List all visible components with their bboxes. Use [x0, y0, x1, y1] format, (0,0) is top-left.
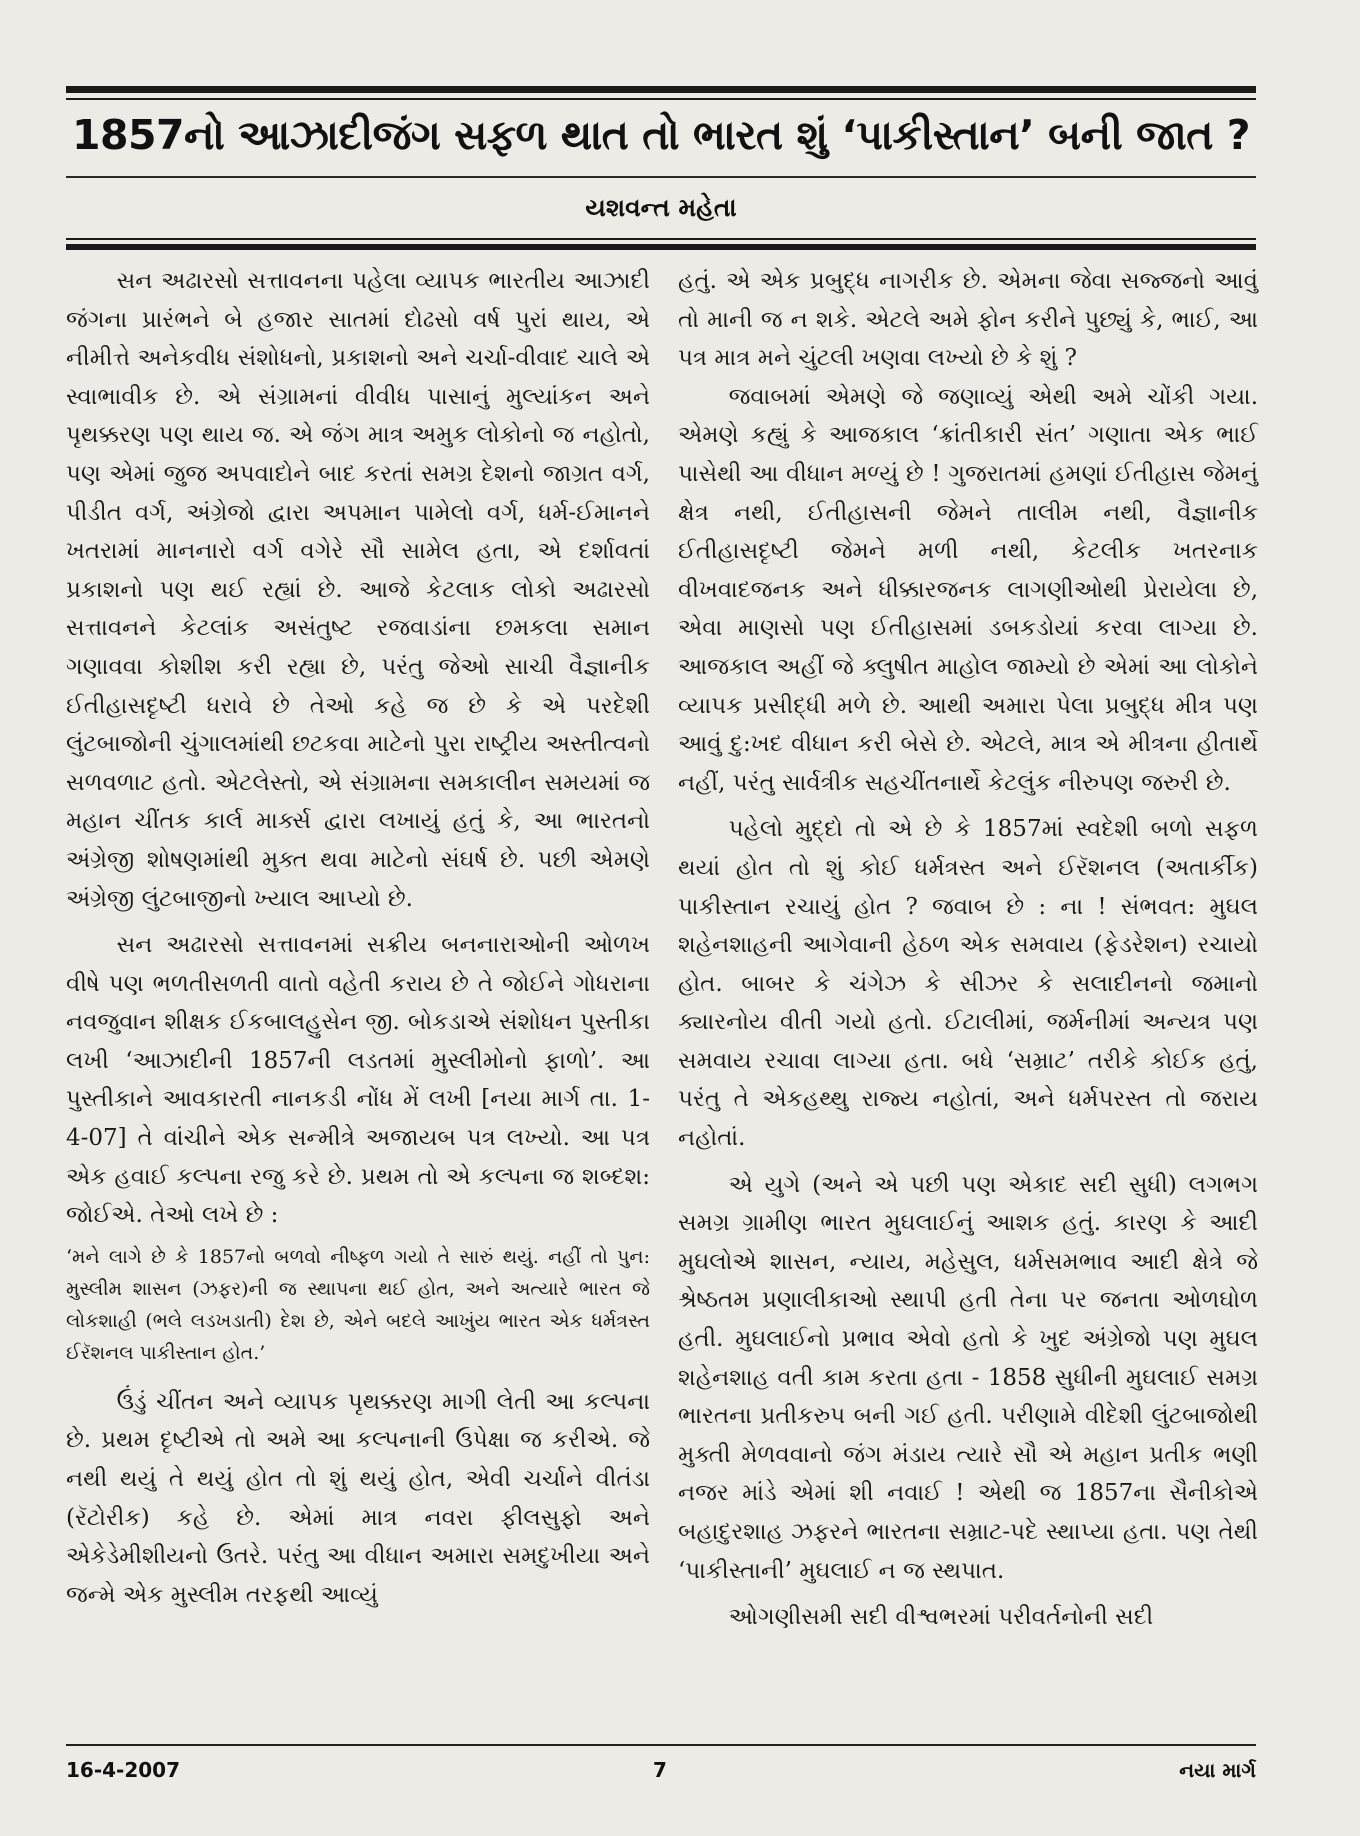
footer-rule [66, 1744, 1256, 1746]
top-rule-thick [66, 86, 1256, 93]
page-number: 7 [653, 1758, 667, 1782]
right-paragraph-2: પહેલો મુદ્દો તો એ છે કે 1857માં સ્વદેશી બળો સફળ થયાં હોત તો શું કોઈ ધર્મત્રસ્ત અને ઈરૅશનલ (અતાર્કીક) પાકીસ્તાન રચાયું હોત ? જવાબ છે : ના ! સંભવત: મુઘલ શહેનશાહની આગેવાની હેઠળ એક સમવાય (ફેડરેશન) રચાયો હોત. બાબર કે ચંગેઝ કે સીઝર કે સલાદીનનો જમાનો ક્યારનોય વીતી ગયો હતો. ઈટાલીમાં, જર્મનીમાં અન્યત્ર પણ સમવાય રચાવા લાગ્યા હતા. બધે ‘સમ્રાટ’ તરીકે કોઈક હતું, પરંતુ તે એકહથ્થુ રાજ્ય નહોતાં, અને ધર્મપરસ્ત તો જરાય નહોતાં. [678, 816, 1258, 1152]
publication-name: નયા માર્ગ [1179, 1758, 1256, 1782]
left-paragraph-1: સન અઢારસો સત્તાવનના પહેલા વ્યાપક ભારતીય આઝાદી જંગના પ્રારંભને બે હજાર સાતમાં દોઢસો વર્ષ પુરાં થાય, એ નીમીત્તે અનેકવીધ સંશોધનો, પ્રકાશનો અને ચર્ચા-વીવાદ ચાલે એ સ્વાભાવીક છે. એ સંગ્રામનાં વીવીધ પાસાનું મુલ્યાંકન અને પૃથક્કરણ પણ થાય જ. એ જંગ માત્ર અમુક લોકોનો જ નહોતો, પણ એમાં જુજ અપવાદોને બાદ કરતાં સમગ્ર દેશનો જાગ્રત વર્ગ, પીડીત વર્ગ, અંગ્રેજો દ્વારા અપમાન પામેલો વર્ગ, ધર્મ-ઈમાનને ખતરામાં માનનારો વર્ગ વગેરે સૌ સામેલ હતા, એ દર્શાવતાં પ્રકાશનો પણ થઈ રહ્યાં છે. આજે કેટલાક લોકો અઢારસો સત્તાવનને કેટલાંક અસંતુષ્ટ રજવાડાંના છમકલા સમાન ગણાવવા કોશીશ કરી રહ્યા છે, પરંતુ જેઓ સાચી વૈજ્ઞાનીક ઈતીહાસદૃષ્ટી ધરાવે છે તેઓ કહે જ છે કે એ પરદેશી લુંટબાજોની ચુંગાલમાંથી છટકવા માટેનો પુરા રાષ્ટ્રીય અસ્તીત્વનો સળવળાટ હતો. એટલેસ્તો, એ સંગ્રામના સમકાલીન સમયમાં જ મહાન ચીંતક કાર્લ માર્ક્સ દ્વારા લખાયું હતું કે, આ ભારતનો અંગ્રેજી શોષણમાંથી મુક્ત થવા માટેનો સંઘર્ષ છે. પછી એમણે અંગ્રેજી લુંટબાજીનો ખ્યાલ આપ્યો છે. [66, 268, 650, 912]
byline-rule-thin [66, 238, 1256, 240]
left-column [66, 262, 650, 1614]
author-byline: યશવન્ત મહેતા [585, 193, 737, 222]
quoted-letter: ‘મને લાગે છે કે 1857નો બળવો નીષ્ફળ ગયો તે સારું થયું. નહીં તો પુન: મુસ્લીમ શાસન (ઝફર)ની જ સ્થાપના થઈ હોત, અને અત્યારે ભારત જે લોકશાહી (ભલે લડખડાતી) દેશ છે, એને બદલે આખુંય ભારત એક ધર્મત્રસ્ત ઈરૅશનલ પાકીસ્તાન હોત.’ [66, 1245, 650, 1364]
headline-rule [66, 176, 1256, 178]
right-column [678, 262, 1258, 1637]
right-paragraph-3: એ યુગે (અને એ પછી પણ એકાદ સદી સુધી) લગભગ સમગ્ર ગ્રામીણ ભારત મુઘલાઈનું આશક હતું. કારણ કે આદી મુઘલોએ શાસન, ન્યાય, મહેસુલ, ધર્મસમભાવ આદી ક્ષેત્રે જે શ્રેષ્ઠતમ પ્રણાલીકાઓ સ્થાપી હતી તેના પર જનતા ઓળઘોળ હતી. મુઘલાઈનો પ્રભાવ એવો હતો કે ખુદ અંગ્રેજો પણ મુઘલ શહેનશાહ વતી કામ કરતા હતા - 1858 સુધીની મુઘલાઈ સમગ્ર ભારતના પ્રતીકરુપ બની ગઈ હતી. પરીણામે વીદેશી લુંટબાજોથી મુક્તી મેળવવાનો જંગ મંડાય ત્યારે સૌ એ મહાન પ્રતીક ભણી નજર માંડે એમાં શી નવાઈ ! એથી જ 1857ના સૈનીકોએ બહાદુરશાહ ઝફરને ભારતના સમ્રાટ-પદે સ્થાપ્યા હતા. પણ તેથી ‘પાકીસ્તાની’ મુઘલાઈ ન જ સ્થપાત. [678, 1171, 1258, 1584]
footer-date: 16-4-2007 [66, 1758, 181, 1782]
top-rule-thin [66, 98, 1256, 100]
article-headline: 1857નો આઝાદીજંગ સફળ થાત તો ભારત શું ‘પાકીસ્તાન’ બની જાત ? [71, 111, 1251, 159]
left-paragraph-2: સન અઢારસો સત્તાવનમાં સક્રીય બનનારાઓની ઓળખ વીષે પણ ભળતીસળતી વાતો વહેતી કરાય છે તે જોઈને ગોધરાના નવજુવાન શીક્ષક ઈકબાલહુસેન જી. બોકડાએ સંશોધન પુસ્તીકા લખી ‘આઝાદીની 1857ની લડતમાં મુસ્લીમોનો ફાળો’. આ પુસ્તીકાને આવકારતી નાનકડી નોંધ મેં લખી [નયા માર્ગ તા. 1-4-07] તે વાંચીને એક સન્મીત્રે અજાયબ પત્ર લખ્યો. આ પત્ર એક હવાઈ કલ્પના રજુ કરે છે. પ્રથમ તો એ કલ્પના જ શબ્દશ: જોઈએ. તેઓ લખે છે : [66, 932, 650, 1229]
right-paragraph-4: ઓગણીસમી સદી વીશ્વભરમાં પરીવર્તનોની સદી [728, 1604, 1154, 1631]
left-paragraph-3: ઉંડું ચીંતન અને વ્યાપક પૃથક્કરણ માગી લેતી આ કલ્પના છે. પ્રથમ દૃષ્ટીએ તો અમે આ કલ્પનાની ઉપેક્ષા જ કરીએ. જે નથી થયું તે થયું હોત તો શું થયું હોત, એવી ચર્ચાને વીતંડા (રૅટોરીક) કહે છે. એમાં માત્ર નવરા ફીલસુફો અને એકેડેમીશીયનો ઉતરે. પરંતુ આ વીધાન અમારા સમદુખીયા અને જન્મે એક મુસ્લીમ તરફથી આવ્યું [66, 1388, 650, 1608]
byline-rule-thick [66, 244, 1256, 250]
right-paragraph-continued: હતું. એ એક પ્રબુદ્ધ નાગરીક છે. એમના જેવા સજ્જનો આવું તો માની જ ન શકે. એટલે અમે ફોન કરીને પુછ્યું કે, ભાઈ, આ પત્ર માત્ર મને ચુંટલી ખણવા લખ્યો છે કે શું ? [678, 268, 1258, 372]
right-paragraph-1: જવાબમાં એમણે જે જણાવ્યું એથી અમે ચોંકી ગયા. એમણે કહ્યું કે આજકાલ ‘ક્રાંતીકારી સંત’ ગણાતા એક ભાઈ પાસેથી આ વીધાન મળ્યું છે ! ગુજરાતમાં હમણાં ઈતીહાસ જેમનું ક્ષેત્ર નથી, ઈતીહાસની જેમને તાલીમ નથી, વૈજ્ઞાનીક ઈતીહાસદૃષ્ટી જેમને મળી નથી, કેટલીક ખતરનાક વીખવાદજનક અને ધીક્કારજનક લાગણીઓથી પ્રેરાયેલા છે, એવા માણસો પણ ઈતીહાસમાં ડબકડોયાં કરવા લાગ્યા છે. આજકાલ અહીં જે ક્લુષીત માહોલ જામ્યો છે એમાં આ લોકોને વ્યાપક પ્રસીદ્ધી મળે છે. આથી અમારા પેલા પ્રબુદ્ધ મીત્ર પણ આવું દુ:ખદ વીધાન કરી બેસે છે. એટલે, માત્ર એ મીત્રના હીતાર્થે નહીં, પરંતુ સાર્વત્રીક સહચીંતનાર્થે કેટલુંક નીરુપણ જરુરી છે. [678, 383, 1258, 796]
